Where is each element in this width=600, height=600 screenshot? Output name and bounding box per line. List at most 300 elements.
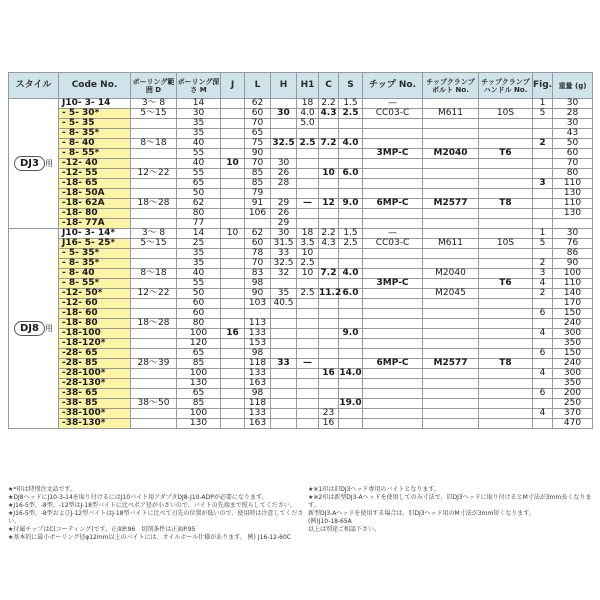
value-cell — [533, 379, 553, 389]
value-cell — [271, 379, 297, 389]
table-row — [9, 159, 593, 169]
value-cell — [221, 339, 245, 349]
table-row — [9, 179, 593, 189]
footnote-line: 以上は別途ご相談下さい。 — [308, 526, 381, 533]
value-cell: 62 — [177, 199, 221, 209]
value-cell — [533, 129, 553, 139]
value-cell: 50 — [177, 189, 221, 199]
value-cell: 70 — [245, 259, 271, 269]
table-row — [9, 379, 593, 389]
value-cell: 78 — [245, 249, 271, 259]
value-cell — [339, 129, 363, 139]
value-cell: 163 — [245, 419, 271, 429]
value-cell — [221, 349, 245, 359]
value-cell: 80 — [177, 209, 221, 219]
value-cell — [479, 319, 533, 329]
value-cell — [479, 299, 533, 309]
value-cell — [363, 179, 423, 189]
value-cell — [297, 339, 319, 349]
value-cell: — — [297, 359, 319, 369]
value-cell — [423, 299, 479, 309]
table-row — [9, 299, 593, 309]
value-cell — [271, 119, 297, 129]
table-row — [9, 259, 593, 269]
value-cell: 70 — [245, 119, 271, 129]
value-cell: 2 — [533, 259, 553, 269]
value-cell — [297, 159, 319, 169]
footnote-line: ★※1印は旧DJ3ヘッド専用のバイトとなります。 — [308, 486, 440, 493]
table-row — [9, 329, 593, 339]
footnote-line: ★※2印は新型DJ3-Aヘッドを使用してのみ寸法で、旧DJ3ヘッドに取り付けるとM寸法が3mm長くなります。 — [308, 494, 592, 509]
value-cell — [319, 219, 339, 229]
value-cell — [131, 189, 177, 199]
value-cell — [297, 399, 319, 409]
value-cell: 28 — [271, 179, 297, 189]
value-cell — [363, 349, 423, 359]
value-cell — [479, 159, 533, 169]
code-cell: -12- 50* — [59, 289, 131, 299]
table-row — [9, 209, 593, 219]
header-bolt: チップクランプ ボルト No. — [423, 73, 479, 99]
value-cell — [271, 389, 297, 399]
header-weight: 重量 (g) — [553, 73, 593, 99]
value-cell — [221, 419, 245, 429]
value-cell — [319, 339, 339, 349]
value-cell: 110 — [553, 179, 593, 189]
value-cell — [363, 339, 423, 349]
value-cell — [271, 349, 297, 359]
value-cell: — — [363, 99, 423, 109]
value-cell — [221, 359, 245, 369]
value-cell — [479, 129, 533, 139]
value-cell: 163 — [245, 379, 271, 389]
value-cell: M2040 — [423, 149, 479, 159]
value-cell — [533, 419, 553, 429]
value-cell — [131, 179, 177, 189]
value-cell — [479, 259, 533, 269]
value-cell — [221, 299, 245, 309]
value-cell: 130 — [177, 419, 221, 429]
value-cell — [319, 129, 339, 139]
value-cell — [319, 319, 339, 329]
table-row — [9, 219, 593, 229]
value-cell: M2040 — [423, 269, 479, 279]
footnote-line: 新型DJ3-Aヘッドを使用する場合は、旧DJ3ヘッド用のM寸法が3mm短くなります。 — [308, 510, 535, 517]
value-cell — [271, 309, 297, 319]
value-cell: 80 — [553, 169, 593, 179]
table-row — [9, 389, 593, 399]
value-cell — [423, 209, 479, 219]
value-cell: 70 — [553, 159, 593, 169]
value-cell — [363, 369, 423, 379]
value-cell: 113 — [245, 319, 271, 329]
table-row — [9, 249, 593, 259]
value-cell — [131, 339, 177, 349]
table-row — [9, 399, 593, 409]
value-cell: 140 — [553, 289, 593, 299]
value-cell: 50 — [177, 289, 221, 299]
value-cell: 18 — [297, 99, 319, 109]
value-cell — [297, 319, 319, 329]
value-cell — [319, 309, 339, 319]
value-cell: T6 — [479, 149, 533, 159]
value-cell: 133 — [245, 409, 271, 419]
value-cell: T8 — [479, 359, 533, 369]
table-row — [9, 99, 593, 109]
value-cell: 29 — [271, 199, 297, 209]
value-cell — [221, 369, 245, 379]
value-cell — [297, 349, 319, 359]
value-cell — [423, 329, 479, 339]
code-cell: - 8- 35* — [59, 129, 131, 139]
value-cell: 28 — [553, 109, 593, 119]
value-cell: 6MP-C — [363, 359, 423, 369]
value-cell: 3〜 8 — [131, 229, 177, 239]
value-cell — [131, 259, 177, 269]
value-cell — [533, 249, 553, 259]
value-cell: 6.0 — [339, 169, 363, 179]
value-cell — [533, 199, 553, 209]
code-cell: - 5- 30* — [59, 109, 131, 119]
value-cell: 2.5 — [297, 259, 319, 269]
value-cell — [339, 179, 363, 189]
value-cell: 70 — [245, 159, 271, 169]
value-cell: 31.5 — [271, 239, 297, 249]
value-cell: 150 — [553, 349, 593, 359]
value-cell: 12 — [319, 199, 339, 209]
value-cell: 79 — [245, 189, 271, 199]
value-cell — [319, 349, 339, 359]
value-cell — [297, 409, 319, 419]
value-cell — [423, 219, 479, 229]
value-cell — [339, 189, 363, 199]
value-cell — [479, 409, 533, 419]
value-cell: 98 — [245, 389, 271, 399]
value-cell — [297, 369, 319, 379]
value-cell — [297, 209, 319, 219]
value-cell — [479, 389, 533, 399]
table-row — [9, 139, 593, 149]
value-cell: 4.3 — [319, 109, 339, 119]
value-cell — [221, 99, 245, 109]
value-cell — [479, 339, 533, 349]
value-cell: 2.5 — [339, 109, 363, 119]
value-cell: 100 — [553, 269, 593, 279]
value-cell — [221, 129, 245, 139]
value-cell: 16 — [221, 329, 245, 339]
value-cell: 118 — [245, 399, 271, 409]
value-cell: 25 — [177, 239, 221, 249]
table-row — [9, 419, 593, 429]
footnote-line: (例)J10-18-65A — [308, 518, 352, 525]
value-cell: 26 — [271, 209, 297, 219]
value-cell — [297, 379, 319, 389]
value-cell — [297, 189, 319, 199]
value-cell: 103 — [245, 299, 271, 309]
value-cell — [131, 329, 177, 339]
value-cell — [131, 299, 177, 309]
value-cell: 1.5 — [339, 99, 363, 109]
value-cell: 3.5 — [297, 239, 319, 249]
value-cell — [319, 249, 339, 259]
value-cell — [297, 419, 319, 429]
value-cell: 6MP-C — [363, 199, 423, 209]
value-cell — [423, 319, 479, 329]
value-cell — [533, 149, 553, 159]
value-cell — [221, 209, 245, 219]
value-cell — [363, 219, 423, 229]
value-cell: M2577 — [423, 199, 479, 209]
value-cell — [363, 249, 423, 259]
value-cell — [319, 179, 339, 189]
value-cell — [221, 399, 245, 409]
value-cell — [131, 349, 177, 359]
code-cell: - 8- 55* — [59, 279, 131, 289]
value-cell: 10 — [319, 169, 339, 179]
value-cell: 9.0 — [339, 199, 363, 209]
value-cell — [533, 169, 553, 179]
value-cell: 4.0 — [339, 139, 363, 149]
value-cell — [479, 349, 533, 359]
value-cell: 6.0 — [339, 289, 363, 299]
table-row — [9, 109, 593, 119]
value-cell: 2.2 — [319, 229, 339, 239]
code-cell: J10- 3- 14 — [59, 99, 131, 109]
value-cell — [271, 149, 297, 159]
value-cell: 153 — [245, 339, 271, 349]
value-cell — [423, 169, 479, 179]
value-cell — [479, 169, 533, 179]
value-cell — [297, 129, 319, 139]
value-cell: 28〜39 — [131, 359, 177, 369]
code-cell: -18- 80 — [59, 319, 131, 329]
value-cell: 62 — [245, 99, 271, 109]
value-cell — [131, 379, 177, 389]
code-cell: - 5- 35* — [59, 249, 131, 259]
code-cell: -38-130* — [59, 419, 131, 429]
value-cell: 3 — [533, 179, 553, 189]
value-cell — [271, 329, 297, 339]
table-row — [9, 129, 593, 139]
style-cell — [9, 99, 59, 229]
value-cell — [363, 169, 423, 179]
value-cell: 133 — [245, 369, 271, 379]
value-cell — [479, 419, 533, 429]
value-cell — [297, 279, 319, 289]
value-cell: 2.5 — [297, 139, 319, 149]
footnote-line: ★DJ8ヘッドにJ10-3-14を取り付けるにはJ10バイト用アダプタDJ8-J10-ADPが必要になります。 — [8, 494, 268, 501]
code-cell: -38-100* — [59, 409, 131, 419]
value-cell — [363, 299, 423, 309]
value-cell — [221, 109, 245, 119]
value-cell: 65 — [177, 179, 221, 189]
value-cell: 30 — [177, 109, 221, 119]
table-row — [9, 349, 593, 359]
value-cell — [319, 119, 339, 129]
value-cell — [479, 139, 533, 149]
value-cell — [479, 219, 533, 229]
value-cell: 7.2 — [319, 139, 339, 149]
value-cell — [221, 249, 245, 259]
value-cell — [297, 389, 319, 399]
value-cell — [221, 279, 245, 289]
value-cell — [423, 229, 479, 239]
code-cell: J16- 5- 25* — [59, 239, 131, 249]
code-cell: -18-120* — [59, 339, 131, 349]
code-cell: - 5- 35 — [59, 119, 131, 129]
value-cell: 14 — [177, 99, 221, 109]
value-cell: 14.0 — [339, 368, 362, 378]
value-cell — [363, 379, 423, 389]
value-cell: 80 — [177, 319, 221, 329]
footnote-line: ★*印は特別注文品です。 — [8, 486, 76, 493]
value-cell: 300 — [553, 329, 593, 339]
value-cell — [423, 389, 479, 399]
value-cell: 90 — [245, 289, 271, 299]
value-cell: 30 — [553, 229, 593, 239]
value-cell: 30 — [271, 229, 297, 239]
value-cell — [533, 299, 553, 309]
value-cell: 3MP-C — [363, 149, 423, 159]
header-h: H — [271, 73, 297, 99]
value-cell: 35 — [177, 249, 221, 259]
value-cell — [363, 129, 423, 139]
header-bore-range: ボーリング範囲 D — [131, 73, 177, 99]
value-cell — [319, 189, 339, 199]
value-cell — [423, 399, 479, 409]
header-l: L — [245, 73, 271, 99]
value-cell — [339, 119, 363, 129]
code-cell: -28-130* — [59, 379, 131, 389]
value-cell: 6 — [533, 389, 553, 399]
value-cell: 10 — [297, 249, 319, 259]
value-cell: T6 — [479, 279, 533, 289]
value-cell — [423, 279, 479, 289]
value-cell: 60 — [245, 239, 271, 249]
value-cell: — — [363, 229, 423, 239]
value-cell: 110 — [553, 199, 593, 209]
value-cell — [131, 369, 177, 379]
value-cell: 170 — [553, 299, 593, 309]
value-cell — [533, 119, 553, 129]
value-cell — [423, 379, 479, 389]
value-cell: 350 — [553, 379, 593, 389]
value-cell — [423, 259, 479, 269]
value-cell: 19.0 — [339, 398, 362, 408]
value-cell: 85 — [245, 179, 271, 189]
value-cell: 250 — [553, 399, 593, 409]
code-cell: - 8- 40 — [59, 269, 131, 279]
value-cell — [319, 159, 339, 169]
value-cell — [423, 189, 479, 199]
table-row — [9, 239, 593, 249]
value-cell: 200 — [553, 389, 593, 399]
value-cell — [131, 209, 177, 219]
value-cell — [339, 419, 363, 429]
code-cell: -12- 40 — [59, 159, 131, 169]
footnote-line: ★J16-5型、-8型、-12型はJ-18型バイトに比べボア径が小さいので、バイトの先端まで照らしてください。 — [8, 502, 296, 509]
value-cell — [339, 149, 363, 159]
value-cell — [363, 259, 423, 269]
value-cell — [297, 169, 319, 179]
value-cell: 1.5 — [339, 229, 363, 239]
table-row — [9, 409, 593, 419]
value-cell: 4.0 — [339, 269, 363, 279]
value-cell — [271, 279, 297, 289]
value-cell — [319, 399, 339, 409]
header-handle: チップクランプ ハンドル No. — [479, 73, 533, 99]
value-cell: 10S — [479, 109, 533, 119]
table-row — [9, 369, 593, 379]
value-cell: 50 — [553, 139, 593, 149]
value-cell: 91 — [245, 199, 271, 209]
table-body — [9, 99, 593, 429]
value-cell: 35 — [177, 119, 221, 129]
value-cell — [479, 379, 533, 389]
value-cell — [533, 209, 553, 219]
value-cell: 11.2 — [319, 288, 342, 298]
value-cell: 32 — [271, 269, 297, 279]
value-cell — [221, 409, 245, 419]
value-cell — [363, 329, 423, 339]
value-cell: 35 — [271, 289, 297, 299]
value-cell: 35 — [177, 259, 221, 269]
value-cell — [271, 419, 297, 429]
value-cell: 133 — [245, 329, 271, 339]
value-cell — [423, 419, 479, 429]
value-cell — [479, 269, 533, 279]
header-style: スタイル — [9, 73, 59, 99]
value-cell: 23 — [319, 409, 339, 419]
value-cell — [271, 129, 297, 139]
table-row — [9, 309, 593, 319]
code-cell: -18- 65 — [59, 179, 131, 189]
value-cell: 3〜 8 — [131, 99, 177, 109]
value-cell — [423, 349, 479, 359]
table-row — [9, 319, 593, 329]
value-cell — [363, 269, 423, 279]
value-cell — [271, 409, 297, 419]
header-code: Code No. — [59, 73, 131, 99]
value-cell: 35 — [177, 129, 221, 139]
value-cell — [423, 409, 479, 419]
value-cell: 106 — [245, 209, 271, 219]
value-cell: 5〜15 — [131, 239, 177, 249]
style-suffix: 用 — [44, 324, 53, 333]
value-cell: 98 — [245, 349, 271, 359]
value-cell: 2.5 — [297, 289, 319, 299]
code-cell: -18- 77A — [59, 219, 131, 229]
value-cell: 2.5 — [339, 239, 363, 249]
table-row — [9, 289, 593, 299]
value-cell: 55 — [177, 279, 221, 289]
value-cell: 85 — [245, 169, 271, 179]
code-cell: - 8- 35* — [59, 259, 131, 269]
value-cell — [363, 319, 423, 329]
value-cell — [479, 329, 533, 339]
value-cell: 60 — [177, 309, 221, 319]
value-cell: 5 — [533, 239, 553, 249]
value-cell — [297, 149, 319, 159]
value-cell — [339, 349, 363, 359]
value-cell: 118 — [245, 359, 271, 369]
value-cell — [297, 299, 319, 309]
value-cell: 4 — [533, 329, 553, 339]
value-cell — [363, 189, 423, 199]
value-cell: 40 — [177, 139, 221, 149]
value-cell: 8〜18 — [131, 269, 177, 279]
value-cell: 16 — [319, 419, 339, 429]
